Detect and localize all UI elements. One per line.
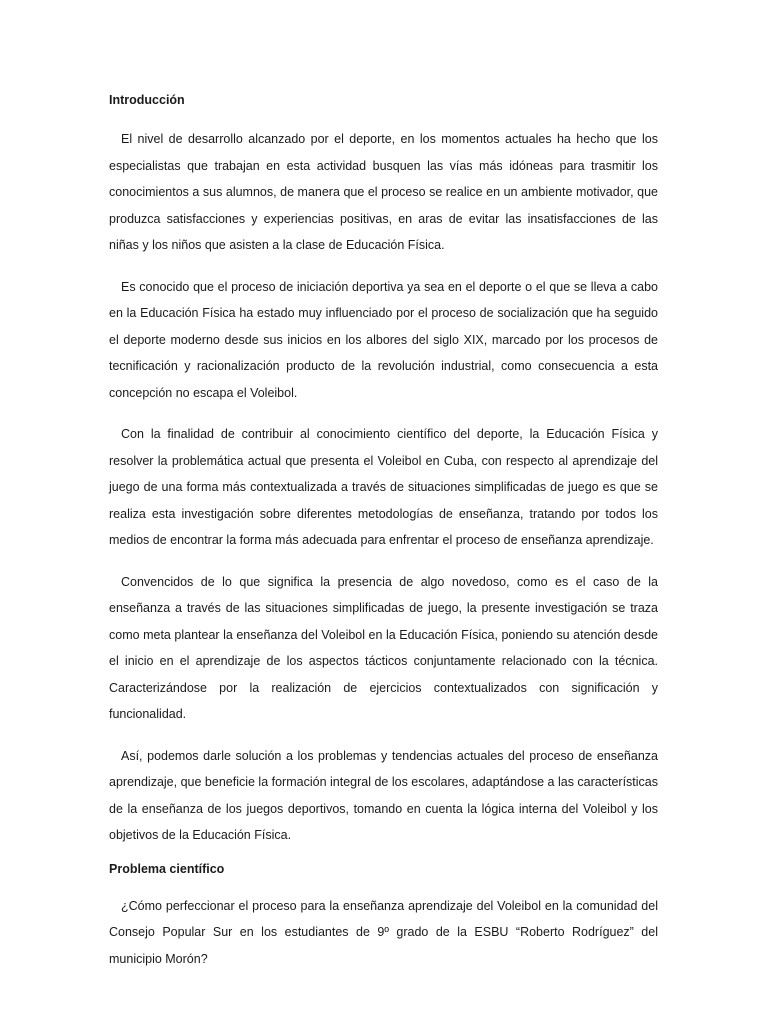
document-page <box>109 88 658 987</box>
problem-paragraph: ¿Cómo perfeccionar el proceso para la enseñanza aprendizaje del Voleibol en la comunidad del Consejo Popular Sur en los estudiantes de 9º grado de la ESBU “Roberto Rodríguez” del municipio Morón? <box>109 898 658 966</box>
section-heading-introduccion: Introducción <box>109 93 185 107</box>
section-heading-problema: Problema científico <box>109 861 225 876</box>
paragraph-3: Con la finalidad de contribuir al conocimiento científico del deporte, la Educación Física y resolver la problemática actual que presenta el Voleibol en Cuba, con respecto al aprendizaje del juego de una forma más contextualizada a través de situaciones simplificadas de juego es que se realiza esta investigación sobre diferentes metodologías de enseñanza, tratando por todos los medios de encontrar la forma más adecuada para enfrentar el proceso de enseñanza aprendizaje. <box>109 427 658 547</box>
paragraph-2: Es conocido que el proceso de iniciación deportiva ya sea en el deporte o el que se lleva a cabo en la Educación Física ha estado muy influenciado por el proceso de socialización que ha seguido el deporte moderno desde sus inicios en los albores del siglo XIX, marcado por los procesos de tecnificación y racionalización producto de la revolución industrial, como consecuencia a esta concepción no escapa el Voleibol. <box>109 279 658 400</box>
paragraph-1: El nivel de desarrollo alcanzado por el deporte, en los momentos actuales ha hecho que los especialistas que trabajan en esta actividad busquen las vías más idóneas para trasmitir los conocimientos a sus alumnos, de manera que el proceso se realice en un ambiente motivador, que produzca satisfacciones y experiencias positivas, en aras de evitar las insatisfacciones de las niñas y los niños que asisten a la clase de Educación Física. <box>109 132 658 252</box>
paragraph-4: Convencidos de lo que significa la presencia de algo novedoso, como es el caso de la enseñanza a través de las situaciones simplificadas de juego, la presente investigación se traza como meta plantear la enseñanza del Voleibol en la Educación Física, poniendo su atención desde el inicio en el aprendizaje de los aspectos tácticos conjuntamente relacionado con la técnica. Caracterizándose por la realización de ejercicios contextualizados con significación y funcionalidad. <box>109 574 658 721</box>
paragraph-5: Así, podemos darle solución a los problemas y tendencias actuales del proceso de enseñanza aprendizaje, que beneficie la formación integral de los escolares, adaptándose a las características de la enseñanza de los juegos deportivos, tomando en cuenta la lógica interna del Voleibol y los objetivos de la Educación Física. <box>109 748 658 842</box>
